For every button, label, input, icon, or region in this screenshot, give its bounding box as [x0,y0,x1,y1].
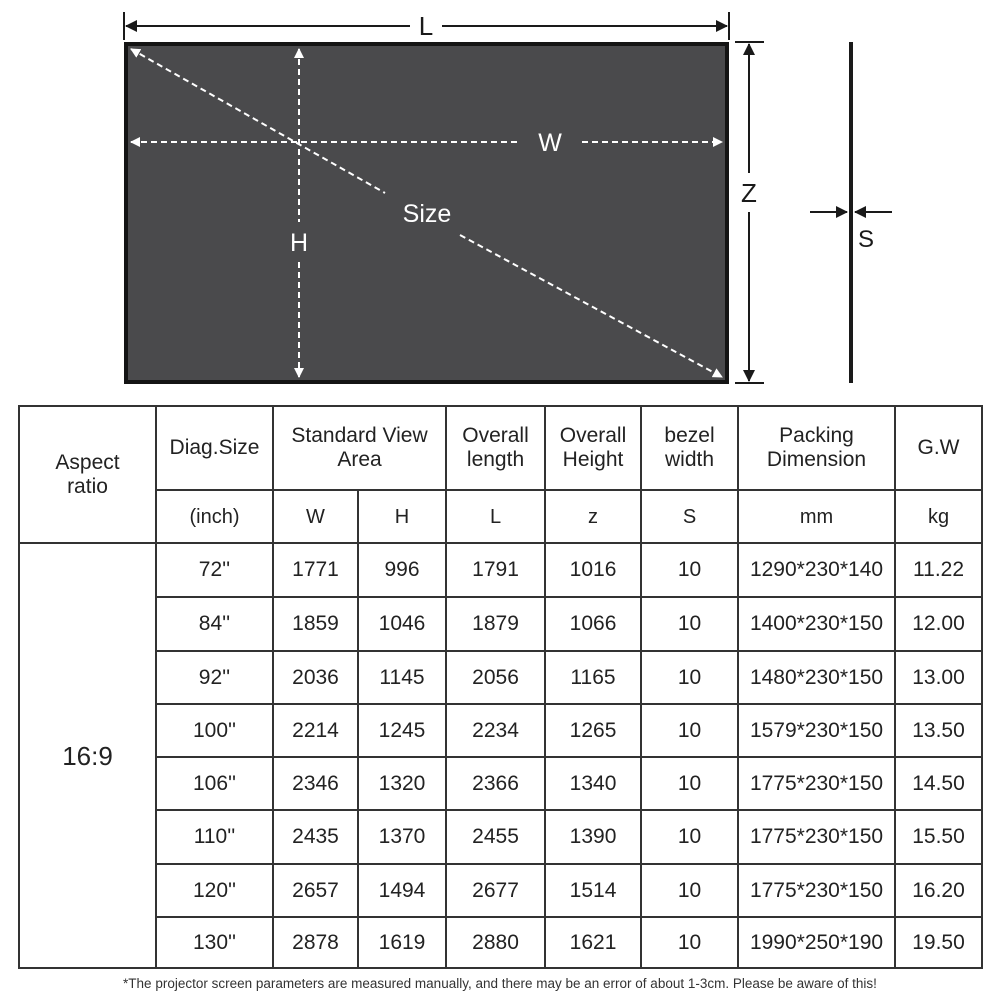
cell-z: 1621 [545,917,641,968]
cell-l: 2056 [446,651,545,704]
cell-l: 1791 [446,543,545,597]
cell-gw: 13.00 [895,651,982,704]
cell-s: 10 [641,864,738,917]
cell-l: 2455 [446,810,545,864]
cell-s: 10 [641,651,738,704]
cell-packing: 1990*250*190 [738,917,895,968]
table-row [19,757,982,810]
table-row [19,917,982,968]
cell-diag: 110'' [156,810,273,864]
cell-gw: 16.20 [895,864,982,917]
cell-h: 1046 [358,597,446,651]
cell-diag: 92'' [156,651,273,704]
table-row [19,704,982,757]
cell-z: 1016 [545,543,641,597]
cell-gw: 13.50 [895,704,982,757]
unit-inch: (inch) [156,490,273,543]
gross-weight-header: G.W [895,406,982,490]
cell-h: 1494 [358,864,446,917]
table-row [19,597,982,651]
table-row [19,810,982,864]
cell-h: 996 [358,543,446,597]
overall-height-label: Z [741,178,757,208]
cell-s: 10 [641,704,738,757]
table-row [19,651,982,704]
cell-packing: 1480*230*150 [738,651,895,704]
cell-diag: 120'' [156,864,273,917]
length-label: L [418,11,434,41]
cell-l: 2234 [446,704,545,757]
cell-w: 2878 [273,917,358,968]
cell-l: 2366 [446,757,545,810]
bezel-width-header: bezel width [641,406,738,490]
cell-packing: 1775*230*150 [738,864,895,917]
cell-s: 10 [641,757,738,810]
cell-z: 1514 [545,864,641,917]
overall-height-header: Overall Height [545,406,641,490]
unit-h: H [358,490,446,543]
cell-packing: 1775*230*150 [738,810,895,864]
unit-mm: mm [738,490,895,543]
cell-l: 1879 [446,597,545,651]
aspect-ratio-value: 16:9 [19,543,156,968]
width-label: W [538,129,562,157]
aspect-ratio-header: Aspect ratio [19,406,156,543]
cell-gw: 12.00 [895,597,982,651]
cell-h: 1245 [358,704,446,757]
cell-l: 2677 [446,864,545,917]
cell-z: 1390 [545,810,641,864]
cell-w: 2346 [273,757,358,810]
standard-view-area-header: Standard View Area [273,406,446,490]
cell-w: 2036 [273,651,358,704]
bezel-label: S [857,226,875,253]
cell-gw: 14.50 [895,757,982,810]
cell-z: 1265 [545,704,641,757]
unit-l: L [446,490,545,543]
cell-l: 2880 [446,917,545,968]
length-dimension [124,11,729,41]
cell-diag: 100'' [156,704,273,757]
cell-z: 1066 [545,597,641,651]
cell-gw: 19.50 [895,917,982,968]
cell-s: 10 [641,597,738,651]
cell-s: 10 [641,543,738,597]
cell-diag: 72'' [156,543,273,597]
cell-packing: 1400*230*150 [738,597,895,651]
cell-diag: 106'' [156,757,273,810]
diag-size-header: Diag.Size [156,406,273,490]
overall-height-dimension [735,42,764,383]
unit-kg: kg [895,490,982,543]
cell-w: 2214 [273,704,358,757]
cell-w: 2657 [273,864,358,917]
cell-diag: 84'' [156,597,273,651]
cell-gw: 15.50 [895,810,982,864]
cell-h: 1370 [358,810,446,864]
cell-s: 10 [641,917,738,968]
cell-packing: 1290*230*140 [738,543,895,597]
footnote: *The projector screen parameters are measured manually, and there may be an error of about 1-3cm. Please be aware of this! [123,976,877,991]
overall-length-header: Overall length [446,406,545,490]
cell-h: 1320 [358,757,446,810]
cell-z: 1340 [545,757,641,810]
bezel-side-profile [810,42,892,383]
size-label: Size [402,200,452,228]
cell-diag: 130'' [156,917,273,968]
cell-w: 2435 [273,810,358,864]
cell-w: 1771 [273,543,358,597]
cell-h: 1619 [358,917,446,968]
cell-packing: 1775*230*150 [738,757,895,810]
screen-dimension-diagram [0,0,1000,400]
unit-z: z [545,490,641,543]
height-label: H [289,229,309,257]
table-row [19,864,982,917]
cell-s: 10 [641,810,738,864]
cell-packing: 1579*230*150 [738,704,895,757]
cell-gw: 11.22 [895,543,982,597]
cell-h: 1145 [358,651,446,704]
cell-w: 1859 [273,597,358,651]
unit-s: S [641,490,738,543]
packing-dimension-header: Packing Dimension [738,406,895,490]
cell-z: 1165 [545,651,641,704]
spec-table [18,405,983,969]
table-row [19,543,982,597]
unit-w: W [273,490,358,543]
